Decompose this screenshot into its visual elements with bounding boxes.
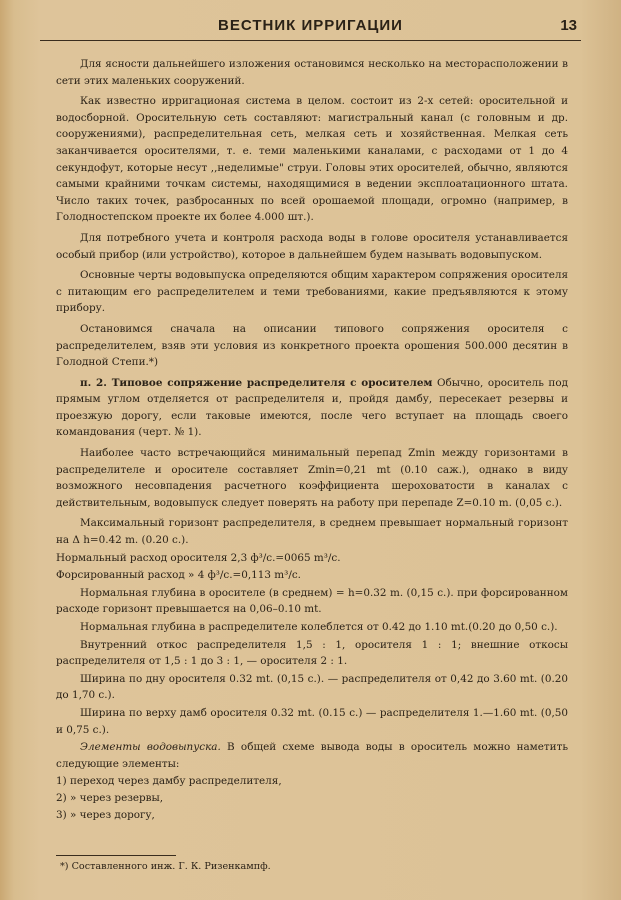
paragraph: Ширина по дну оросителя 0.32 mt. (0,15 с.). — распределителя от 0,42 до 3.60 mt. (0.20 до 1,70 с.). [56, 672, 568, 702]
paragraph: Нормальная глубина в распределителе колеблется от 0.42 до 1.10 mt.(0.20 до 0,50 с.). [80, 621, 558, 633]
list-item: 1) переход через дамбу распределителя, [56, 775, 282, 788]
list-item: 2) » через резервы, [56, 791, 164, 804]
paragraph: Наиболее часто встречающийся минимальный перепад Zmin между горизонтами в распределителе и оросителе составляет Zmin=0,21 mt (0.10 саж.), однако в виду возможного несовпадения расчетного коэффициента шероховатости в каналах с действительным, водовыпуск следует поверять на работу при перепаде Z=0.10 m. (0,05 с.). [56, 447, 568, 509]
section-paragraph [56, 375, 568, 441]
paragraph: Для ясности дальнейшего изложения остановимся несколько на месторасположении в сети этих маленьких сооружений. [56, 58, 568, 87]
article-body [56, 56, 568, 823]
paragraph: Остановимся сначала на описании типового сопряжения оросителя с распределителем, взяв эти условия из конкретного проекта орошения 500.000 десятин в Голодной Степи.*) [56, 322, 568, 369]
paragraph: Нормальная глубина в оросителе (в среднем) = h=0.32 m. (0,15 с.). при форсированном расходе горизонт превышается на 0,06–0.10 mt. [56, 586, 568, 616]
section-title: п. 2. Типовое сопряжение распределителя с оросителем [80, 376, 433, 389]
list-item: 3) » через дорогу, [56, 808, 155, 821]
paragraph: Для потребного учета и контроля расхода воды в голове оросителя устанавливается особый прибор (или устройство), которое в дальнейшем будем называть водовыпуском. [56, 231, 568, 261]
section-paragraph [56, 739, 568, 772]
paragraph: Основные черты водовыпуска определяются общим характером сопряжения оросителя с питающим его распределителем и теми требованиями, какие предъявляются к этому прибору. [56, 269, 568, 315]
journal-title: ВЕСТНИК ИРРИГАЦИИ [218, 17, 403, 34]
paragraph: Как известно ирригационая система в целом. состоит из 2-х сетей: оросительной и водосборной. Оросительную сеть составляют: магистральный канал (с головным и др. сооружениями), распределительная сеть, мелкая сеть и хозяйственная. Мелкая сеть заканчивается оросителями, т. е. теми маленькими каналами, с расходами от 1 до 4 секундофут, которые несут ,,неделимые" струи. Головы этих оросителей, обычно, являются самыми крайними точкам системы, находящимися в ведении эксплоатационного штата. Число таких точек, разбросанных по всей орошаемой площади, огромно (например, в Голодностепском проекте их более 4.000 шт.). [56, 95, 568, 224]
footnote-divider [56, 855, 176, 856]
spec-line: Форсированный расход » 4 ф³/с.=0,113 m³/с. [56, 569, 301, 582]
paragraph: Максимальный горизонт распределителя, в среднем превышает нормальный горизонт на Δ h=0.42 m. (0.20 с.). [56, 517, 568, 547]
page-number: 13 [560, 17, 577, 34]
paragraph: Ширина по верху дамб оросителя 0.32 mt. (0.15 с.) — распределителя 1.—1.60 mt. (0,50 и 0,75 с.). [56, 706, 568, 736]
spec-line: Нормальный расход оросителя 2,3 ф³/с.=0065 m³/с. [56, 551, 341, 564]
section-text: Обычно, ороситель под прямым углом отделяется от распределителя и, пройдя дамбу, пересекает резервы и проезжую дорогу, если таковые имеются, после чего вступает на площадь своего командования (черт. № 1). [56, 376, 568, 439]
subsection-text: В общей схеме вывода воды в ороситель можно наметить следующие элементы: [56, 741, 568, 770]
page-header [40, 14, 581, 41]
paragraph: Внутренний откос распределителя 1,5 : 1, оросителя 1 : 1; внешние откосы распределителя от 1,5 : 1 до 3 : 1, — оросителя 2 : 1. [56, 638, 568, 668]
subsection-title: Элементы водовыпуска. [80, 741, 221, 754]
footnote: *) Составленного инж. Г. К. Ризенкампф. [60, 861, 271, 872]
